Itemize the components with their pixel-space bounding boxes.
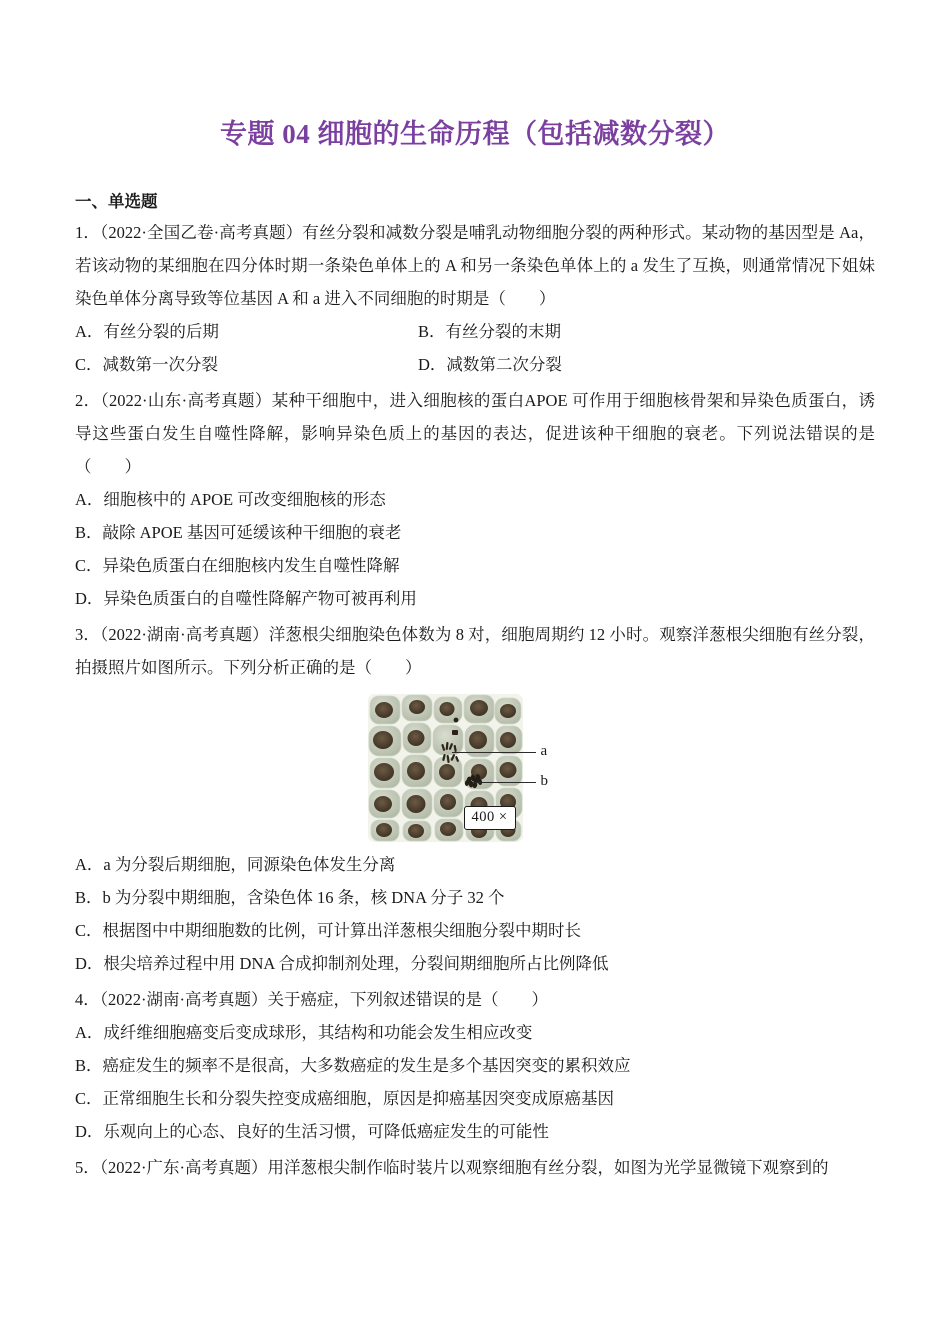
question-block	[75, 980, 875, 1148]
option-item[interactable]: B．有丝分裂的末期	[418, 322, 562, 342]
option-item[interactable]: C．减数第一次分裂	[75, 355, 219, 375]
question-block	[75, 213, 875, 381]
option-item[interactable]: D．根尖培养过程中用 DNA 合成抑制剂处理，分裂间期细胞所占比例降低	[75, 954, 609, 974]
option-item[interactable]: D．减数第二次分裂	[418, 355, 562, 375]
question-block	[75, 615, 875, 980]
question-text: （2022·湖南·高考真题）关于癌症，下列叙述错误的是（ ）	[99, 990, 548, 1010]
question-number: 2．	[75, 391, 101, 411]
option-item[interactable]: A．有丝分裂的后期	[75, 322, 219, 342]
question-options	[75, 1016, 875, 1148]
question-number: 5．	[75, 1158, 100, 1178]
question-number: 3．	[75, 625, 100, 645]
question-options	[75, 848, 875, 980]
question-text: （2022·山东·高考真题）某种干细胞中，进入细胞核的蛋白APOE 可作用于细胞核骨架和异染色质蛋白，诱导这些蛋白发生自噬性降解，影响异染色质上的基因的表达，促进该种干细胞的衰老。下列说法错误的是（ ）	[75, 391, 875, 477]
question-stem	[75, 381, 875, 483]
option-row	[75, 348, 875, 381]
option-item[interactable]: C．根据图中中期细胞数的比例，可计算出洋葱根尖细胞分裂中期时长	[75, 921, 582, 941]
question-block	[75, 1148, 875, 1184]
option-item[interactable]: A．细胞核中的 APOE 可改变细胞核的形态	[75, 490, 386, 510]
question-stem	[75, 615, 875, 684]
leader-line-a	[452, 752, 536, 753]
question-block	[75, 381, 875, 615]
option-item[interactable]: C．正常细胞生长和分裂失控变成癌细胞，原因是抑癌基因突变成原癌基因	[75, 1089, 615, 1109]
onion-root-tip-micrograph-figure	[368, 694, 583, 842]
question-number: 1．	[75, 223, 101, 243]
option-row	[75, 315, 875, 348]
option-item[interactable]: A．成纤维细胞癌变后变成球形，其结构和功能会发生相应改变	[75, 1023, 533, 1043]
question-options	[75, 315, 875, 381]
option-item[interactable]: B．癌症发生的频率不是很高，大多数癌症的发生是多个基因突变的累积效应	[75, 1056, 631, 1076]
question-number: 4．	[75, 990, 100, 1010]
question-stem	[75, 213, 875, 315]
option-item[interactable]: B．b 为分裂中期细胞，含染色体 16 条，核 DNA 分子 32 个	[75, 888, 505, 908]
page-title: 专题 04 细胞的生命历程（包括减数分裂）	[220, 119, 730, 149]
option-item[interactable]: D．异染色质蛋白的自噬性降解产物可被再利用	[75, 589, 417, 609]
figure-label-b: b	[540, 773, 548, 790]
section-heading: 一、单选题	[75, 192, 158, 212]
option-item[interactable]: A．a 为分裂后期细胞，同源染色体发生分离	[75, 855, 396, 875]
option-item[interactable]: B．敲除 APOE 基因可延缓该种干细胞的衰老	[75, 523, 402, 543]
option-item[interactable]: D．乐观向上的心态、良好的生活习惯，可降低癌症发生的可能性	[75, 1122, 549, 1142]
question-stem	[75, 1148, 875, 1184]
question-options	[75, 483, 875, 615]
question-stem	[75, 980, 875, 1016]
question-text: （2022·全国乙卷·高考真题）有丝分裂和减数分裂是哺乳动物细胞分裂的两种形式。某动物的基因型是 Aa，若该动物的某细胞在四分体时期一条染色单体上的 A 和另一条染色单体上的 a 发生了互换，则通常情况下姐妹染色单体分离导致等位基因 A 和 a 进入不同细胞的时期是（ ）	[75, 223, 875, 309]
leader-line-b	[472, 782, 536, 783]
question-text: （2022·湖南·高考真题）洋葱根尖细胞染色体数为 8 对，细胞周期约 12 小时。观察洋葱根尖细胞有丝分裂，拍摄照片如图所示。下列分析正确的是（ ）	[75, 625, 875, 678]
option-item[interactable]: C．异染色质蛋白在细胞核内发生自噬性降解	[75, 556, 400, 576]
question-text: （2022·广东·高考真题）用洋葱根尖制作临时装片以观察细胞有丝分裂，如图为光学显微镜下观察到的	[99, 1158, 829, 1178]
magnification-badge: 400 ×	[464, 806, 516, 829]
figure-container	[75, 684, 875, 848]
figure-label-a: a	[540, 743, 548, 760]
